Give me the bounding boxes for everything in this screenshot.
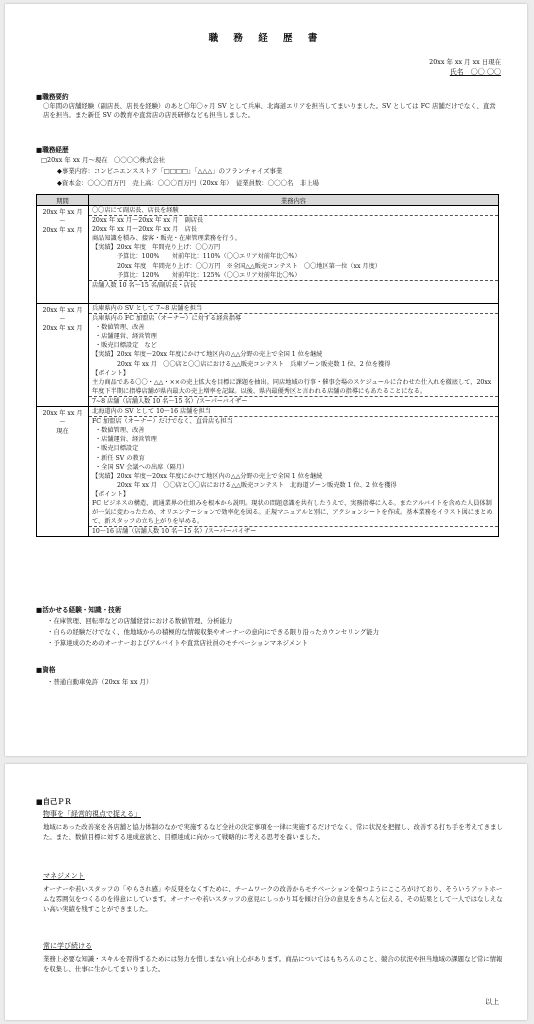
table-row bbox=[37, 407, 499, 537]
license-item: ・普通自動車免許（20xx 年 xx 月） bbox=[47, 678, 153, 686]
applicant-name: 氏名 〇〇 〇〇 bbox=[449, 68, 501, 76]
history-heading: ■職務経歴 bbox=[36, 146, 69, 154]
pr-section-text: オーナーや若いスタッフの「やらされ感」や反発をなくすために、チームワークの改善からモチベーションを保つようにこころがけており、そういうアットホームな雰囲気をつくるのを得意にしています。オーナーや若いスタッフの意見にしっかり耳を傾け自分の意見をきちんと伝える、その結果として一人ではなしえない高い実績を残すことができました。 bbox=[43, 885, 503, 913]
row-period: 20xx 年 xx 月 ～ 20xx 年 xx 月 bbox=[37, 304, 89, 407]
summary-text: 〇年間の店舗経験（副店長、店長を経験）のあと〇年〇ヶ月 SV として兵庫、北海道エリアを担当してまいりました。SV としては FC 店舗だけでなく、直営店を担当。また新任 SV の教育や直営店の店長研修なども担当しました。 bbox=[43, 102, 496, 119]
pr-section-title: 物事を「経営的視点で捉える」 bbox=[43, 810, 141, 818]
pr-section-text: 業務上必要な知識・スキルを習得するためには努力を惜しまない向上心があります。商品についてはもちろんのこと、競合の状況や担当地域の課題など常に情報を収集し、仕事に生かしてまいりました。 bbox=[43, 955, 503, 973]
pr-section-title: マネジメント bbox=[43, 872, 85, 880]
row-period: 20xx 年 xx 月 ～ 20xx 年 xx 月 bbox=[37, 206, 89, 304]
resume-page-2 bbox=[5, 764, 527, 1020]
pr-section-text: 地域にあった改善案を各店舗と協力体制のなかで実施するなど全社の決定事項を一律に実施するだけでなく、常に状況を把握し、改善する打ち手を考えてきました。また、数値目標に対する達成意欲と、目標達成に向かって戦略的に考える思考を養いました。 bbox=[43, 823, 503, 841]
column-header-content: 業務内容 bbox=[89, 195, 499, 206]
work-history-table bbox=[36, 194, 499, 537]
business-description: ◆事業内容：コンビニエンスストア「□□□□」「△△△」のフランチャイズ事業 bbox=[57, 167, 283, 175]
document-date: 20xx 年 xx 月 xx 日現在 bbox=[429, 58, 501, 66]
document-title: 職 務 経 歴 書 bbox=[208, 33, 324, 44]
company-line: □20xx 年 xx 月～現在 〇〇〇〇株式会社 bbox=[41, 156, 166, 164]
table-row bbox=[37, 206, 499, 304]
pr-heading: ■自己ＰＲ bbox=[36, 797, 72, 806]
summary-heading: ■職務要約 bbox=[36, 93, 69, 101]
pr-section-title: 常に学び続ける bbox=[43, 942, 92, 950]
table-header-row bbox=[37, 195, 499, 206]
row-content: 兵庫県内の SV として 7~8 店舗を担当 兵庫県内の FC 加盟店（オーナー）に対する経営指導 ・数値管理、改善 ・店舗運営、経営管理 ・販売目標設定 など 【実績】20xx 年度～20xx 年度にかけて地区内の△△分野の売上で全国 1 位を継続 20xx 年 xx 月 〇〇店と〇〇店における△△販売コンテスト 兵庫ゾーン販売数 1 位、2 位を獲得 【ポイント】 主力商品である〇〇・△△・××の売上拡大を目標に課題を抽出。同店地域の行事・催事会場のスケジュールに合わせた仕入れを徹底して、20xx 年度下半期に指導店舗が県内最大の売上増率を記録。以後、県内最優秀区と言われる店舗の指導にもあたることになる。 7~8 店舗（店舗人数 10 名～15 名）/スーパーバイザー bbox=[89, 304, 499, 407]
skill-item: ・予算達成のためのオーナーおよびアルバイトや直営店社員のモチベーションマネジメント bbox=[47, 639, 308, 647]
licenses-heading: ■資格 bbox=[36, 666, 56, 674]
skill-item: ・自らの経験だけでなく、他地域からの積極的な情報収集やオーナーの意向にできる限り沿ったカウンセリング能力 bbox=[47, 628, 380, 636]
resume-page-1 bbox=[5, 4, 527, 756]
row-content: 北海道内の SV として 10～16 店舗を担当 FC 加盟店（オーナー）だけでなく、直営店も担当 ・数値管理、改善 ・店舗運営、経営管理 ・販売目標設定 ・新任 SV の教育 ・全国 SV 会議への出席（隔月） 【実績】20xx 年度～20xx 年度にかけて地区内の△△分野の売上で全国 1 位を継続 20xx 年 xx 月 〇〇店と〇〇店における△△販売コンテスト 北海道ゾーン販売数 1 位、2 位を獲得 【ポイント】 FC ビジネスの構造、流通業界の仕組みを根本から説明。現状の問題意識を共有したうえで、実務指導に入る。またアルバイトを含めた人員体制が一気に変わったため、オリエンテーションで効率化を図る。正規マニュアルと別に、アクションシートを作成。基本業務をイラスト図にまとめて、新スタッフの立ち上がりを早める。 10～16 店舗（店舗人数 10 名～15 名）/スーパーバイザー bbox=[89, 407, 499, 537]
table-row bbox=[37, 304, 499, 407]
row-period: 20xx 年 xx 月 ～ 現在 bbox=[37, 407, 89, 537]
closing-text: 以上 bbox=[485, 998, 499, 1006]
column-header-period: 期間 bbox=[37, 195, 89, 206]
skills-heading: ■活かせる経験・知識・技術 bbox=[36, 606, 122, 614]
company-capital: ◆資本金：〇〇〇百万円 売上高：〇〇〇百万円（20xx 年） 従業員数：〇〇〇名 非上場 bbox=[57, 179, 319, 187]
row-content: 〇〇店にて副店長、店長を経験 20xx 年 xx 月～20xx 年 xx 月 副店長 20xx 年 xx 月～20xx 年 xx 月 店長 商品知識を積み、接客・販売・在庫管理業務を行う。 【実績】20xx 年度 年間売り上げ：〇〇万円 予算比：100% 対前年比：110%（〇〇エリア対前年比〇%） 20xx 年度 年間売り上げ：〇〇万円 ※全国△△販売コンテスト 〇〇地区第一位（xx 月度） 予算比：120% 対前年比：125%（〇〇エリア対前年比〇%） 店舗人数 10 名～15 名/副店長・店長 bbox=[89, 206, 499, 304]
skill-item: ・在庫管理、回転率などの店舗経営における数値管理、分析能力 bbox=[47, 617, 233, 625]
